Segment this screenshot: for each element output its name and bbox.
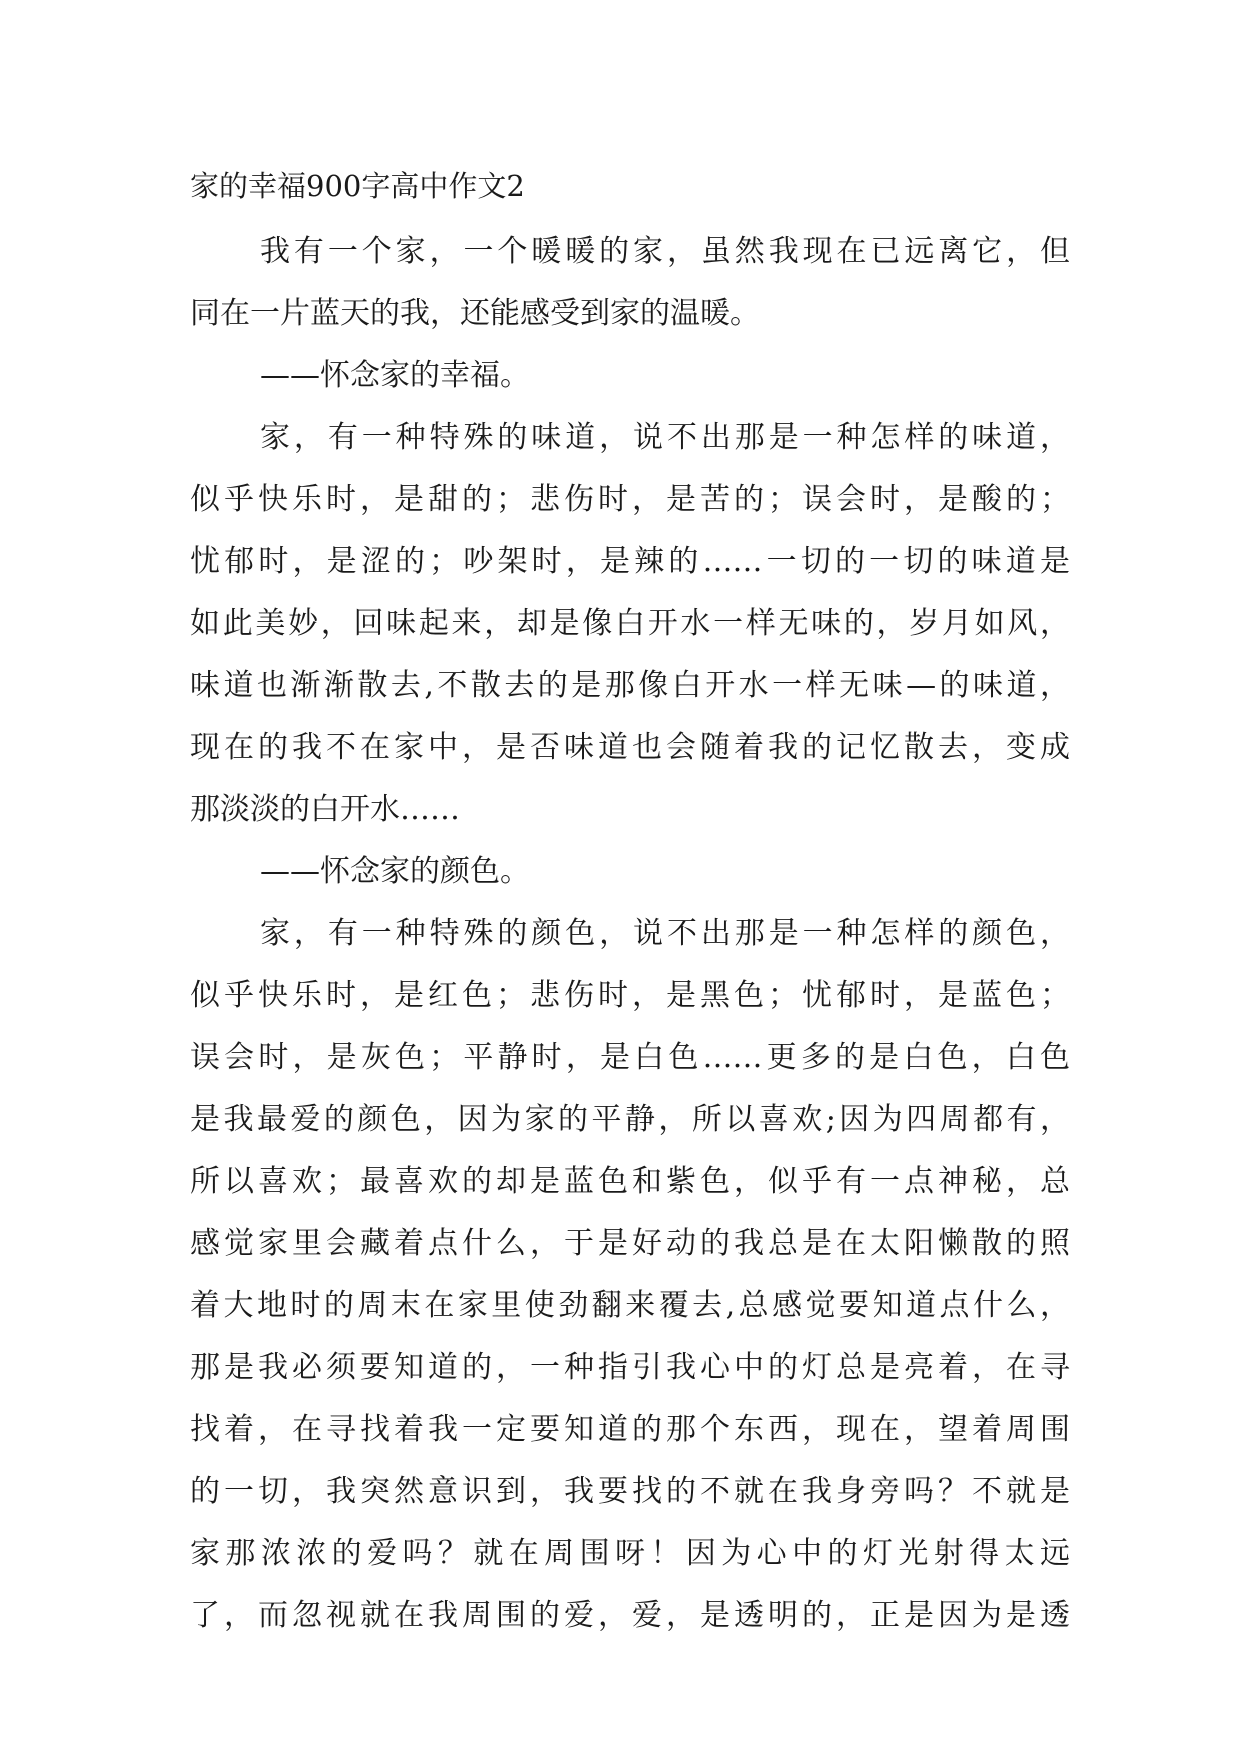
text-line: 家，有一种特殊的颜色，说不出那是一种怎样的颜色， — [260, 916, 1070, 951]
text-line: 似乎快乐时，是甜的；悲伤时，是苦的；误会时，是酸的； — [190, 482, 1070, 517]
text-line: 那淡淡的白开水…… — [190, 792, 460, 827]
text-line: 找着，在寻找着我一定要知道的那个东西，现在，望着周围 — [190, 1412, 1070, 1447]
text-line: 忧郁时，是涩的；吵架时，是辣的……一切的一切的味道是 — [190, 544, 1070, 579]
text-line: 我有一个家，一个暖暖的家，虽然我现在已远离它，但 — [260, 234, 1070, 269]
text-line: 着大地时的周末在家里使劲翻来覆去,总感觉要知道点什么， — [190, 1288, 1070, 1323]
document-title: 家的幸福900字高中作文2 — [190, 169, 525, 203]
text-line: 误会时，是灰色；平静时，是白色……更多的是白色，白色 — [190, 1040, 1070, 1075]
text-line: 家，有一种特殊的味道，说不出那是一种怎样的味道， — [260, 420, 1070, 455]
text-line: 如此美妙，回味起来，却是像白开水一样无味的，岁月如风， — [190, 606, 1070, 641]
text-line: 现在的我不在家中，是否味道也会随着我的记忆散去，变成 — [190, 730, 1070, 765]
document-body — [190, 221, 1070, 1647]
text-line: 感觉家里会藏着点什么，于是好动的我总是在太阳懒散的照 — [190, 1226, 1070, 1261]
text-line: 了，而忽视就在我周围的爱，爱，是透明的，正是因为是透 — [190, 1598, 1070, 1633]
text-line: 那是我必须要知道的，一种指引我心中的灯总是亮着，在寻 — [190, 1350, 1070, 1385]
text-line: 是我最爱的颜色，因为家的平静，所以喜欢;因为四周都有， — [190, 1102, 1070, 1137]
text-line: ——怀念家的幸福。 — [260, 358, 530, 393]
text-line: 似乎快乐时，是红色；悲伤时，是黑色；忧郁时，是蓝色； — [190, 978, 1070, 1013]
text-line: 的一切，我突然意识到，我要找的不就在我身旁吗？不就是 — [190, 1474, 1070, 1509]
text-line: 味道也渐渐散去,不散去的是那像白开水一样无味—的味道， — [190, 668, 1070, 703]
text-line: 家那浓浓的爱吗？就在周围呀！因为心中的灯光射得太远 — [190, 1536, 1070, 1571]
text-line: 同在一片蓝天的我，还能感受到家的温暖。 — [190, 296, 760, 331]
text-line: ——怀念家的颜色。 — [260, 854, 530, 889]
text-line: 所以喜欢；最喜欢的却是蓝色和紫色，似乎有一点神秘，总 — [190, 1164, 1070, 1199]
